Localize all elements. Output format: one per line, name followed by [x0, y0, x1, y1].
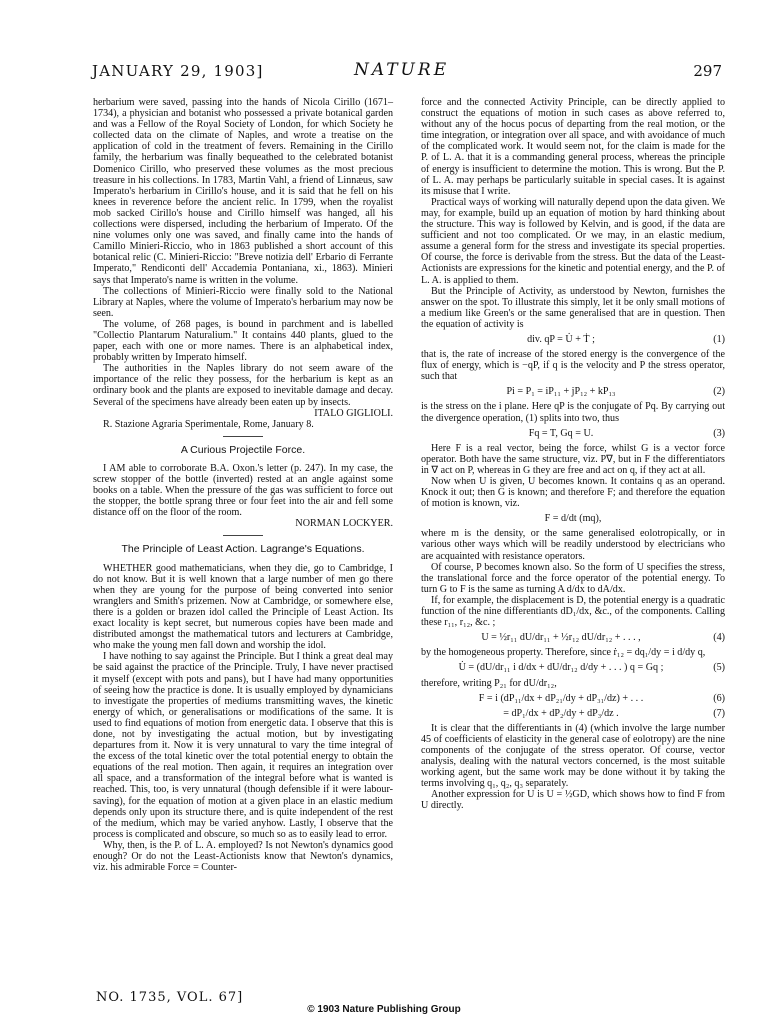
divider [223, 436, 263, 437]
paragraph: The volume, of 268 pages, is bound in parchment and is labelled "Collectio Plantarum Naturalium." It contains 440 plants, glued to the paper, each with one or more names. There is an alphabetical index, probably written by Imperato himself. [93, 318, 393, 364]
paragraph: where m is the density, or the same generalised eolotropically, or in various other ways which will be readily understood by electricians who are acquainted with resistance operators. [421, 528, 725, 562]
paragraph: therefore, writing P₂₁ for dU/dr₁₂, [421, 677, 557, 689]
page-number: 297 [693, 62, 722, 80]
equation-number: (7) [713, 707, 725, 719]
divider [223, 535, 263, 536]
equation-number: (4) [713, 632, 725, 644]
paragraph: The collections of Minieri-Riccio were finally sold to the National Library at Naples, where the volume of Imperato's herbarium may now be seen. [93, 285, 393, 319]
paragraph: Practical ways of working will naturally depend upon the data given. We may, for example, build up an equation of motion by hard thinking about the structure. This way is followed by Kelvin, and is good, if the data are sufficient and not too complicated. Or we may, in an elastic medium, assume a general form for the stress and investigate its special properties. Of course, the force is derivable from the stress. But the data of the Least-Actionists are expressions for the kinetic and potential energy, and the P. of L. A. is applied to them. [421, 196, 725, 286]
author-signature: ITALO GIGLIOLI. [314, 407, 393, 419]
equation-number: (6) [713, 692, 725, 704]
paragraph: force and the connected Activity Principle, can be directly applied to construct the equations of motion in such cases as above referred to, without any of the hocus pocus of departing from the real motion, or the time integration, or integration over all space, and with avoidance of much of the complicated work. It would seem not, for the claim is made for the P. of L. A. that it is a commanding general process, whereas the principle of energy is insufficient to determine the motion. This is wrong. But the P. of L. A. may perhaps be particularly suitable in special cases. It is against its misuse that I write. [421, 97, 725, 197]
section-heading: A Curious Projectile Force. [180, 443, 306, 456]
equation-number: (1) [713, 333, 725, 345]
paragraph: Of course, P becomes known also. So the form of U specifies the stress, the translational force and the force operator of the potential energy. To turn G to F is the same as turning A d/dx to dA/dx. [421, 561, 725, 595]
paragraph: I AM able to corroborate B.A. Oxon.'s letter (p. 247). In my case, the screw stopper of the bottle (inverted) rested at an angle against some books on a table. When the pressure of the gas was sufficient to force out the stopper, the bottle sprang three or four feet into the air and fell some distance off on the floor of the room. [93, 462, 393, 519]
equation [421, 386, 725, 397]
equation-number: (5) [713, 662, 725, 674]
paragraph: is the stress on the i plane. Here qP is the conjugate of Pq. By carrying out the divergence operation, (1) splits into two, thus [421, 401, 725, 424]
copyright-notice: © 1903 Nature Publishing Group [307, 1004, 461, 1015]
equation-body: U̇ = (dU/dr₁₁ i d/dx + dU/dr₁₂ d/dy + . . . ) q = Gq ; [458, 662, 664, 674]
equation-body: F = d/dt (mq), [544, 513, 602, 525]
paragraph: by the homogeneous property. Therefore, since ṙ₁₂ = dq₁/dy = i d/dy q, [421, 647, 706, 659]
paragraph: that is, the rate of increase of the stored energy is the convergence of the flux of energy, which is −qP, if q is the velocity and P the stress operator, such that [421, 349, 725, 383]
equation [421, 693, 725, 704]
paragraph: herbarium were saved, passing into the hands of Nicola Cirillo (1671–1734), a physician and botanist who possessed a private botanical garden and was a Fellow of the Royal Society of London, for which Society he collected data on the climate of Naples, and wrote a treatise on the application of cold in the treatment of fevers. Remaining in the Cirillo family, the herbarium was finally bequeathed to the celebrated botanist Domenico Cirillo, who preserved these volumes as the most precious treasure in his collections. In 1783, Martin Vahl, a friend of Linnæus, saw Imperato's herbarium in Cirillo's house, and it is said that he fell on his knees in reverence before the ancient relic. In 1799, when the royalist mob sacked Cirillo's house and Cirillo himself was hanged, all his collections were dispersed, including the herbarium of Imperato. Of the nine volumes only one was saved, and finally came into the hands of Camillo Minieri-Riccio, who in 1863 published a short account of this botanical relic (C. Minieri-Riccio: "Breve notizia dell' Erbario di Ferrante Imperato," Rendiconti dell' Accademia Pontaniana, xi., 1863). Minieri says that Imperato's name is written in the volume. [93, 97, 393, 286]
equation-number: (2) [713, 386, 725, 398]
equation-body: Fq = T, Gq = U. [528, 427, 594, 439]
equation [421, 513, 725, 524]
equation-body: Pi = P₁ = iP₁₁ + jP₁₂ + kP₁₃ [506, 386, 616, 398]
equation [421, 662, 725, 673]
equation-body: div. qP = U̇ + Ṫ ; [527, 333, 595, 345]
paragraph: But the Principle of Activity, as understood by Newton, furnishes the answer on the spot. To illustrate this simply, let it be only small motions of a medium like Green's or the same generalised that are in question. Then the equation of activity is [421, 285, 725, 330]
header-date: JANUARY 29, 1903] [92, 62, 264, 80]
paragraph: The authorities in the Naples library do not seem aware of the importance of the relic they possess, for the herbarium is kept as an ordinary book and the plants are exposed to inevitable damage and decay. Several of the specimens have already been eaten up by insects. [93, 363, 393, 408]
paragraph: Why, then, is the P. of L. A. employed? Is not Newton's dynamics good enough? Or do not the Least-Actionists know that Newton's dynamics, viz. his admirable Force = Counter- [93, 839, 393, 874]
paragraph: If, for example, the displacement is D, the potential energy is a quadratic function of the nine differentiants dD₁/dx, &c., of the components. Calling these r₁₁, r₁₂, &c. ; [421, 594, 725, 629]
equation-number: (3) [713, 427, 725, 439]
equation [421, 708, 725, 719]
equation-body: U = ½r₁₁ dU/dr₁₁ + ½r₁₂ dU/dr₁₂ + . . . , [481, 632, 641, 644]
equation-body: F = i (dP₁₁/dx + dP₂₁/dy + dP₃₁/dz) + . . . [478, 692, 644, 704]
equation-body: = dP₁/dx + dP₂/dy + dP₃/dz . [503, 707, 619, 719]
journal-title: NATURE [354, 60, 450, 80]
issue-volume-footer: NO. 1735, VOL. 67] [96, 990, 244, 1005]
paragraph: Another expression for U is U = ½GD, which shows how to find F from U directly. [421, 789, 725, 812]
paragraph: Here F is a real vector, being the force, whilst G is a vector force operator. Both have the same structure, viz. P∇, but in F the differentiators in ∇ act on P, whereas in G they are free and act on q, if they act at all. [421, 442, 725, 476]
equation [421, 428, 725, 439]
equation [421, 334, 725, 345]
paragraph: It is clear that the differentiants in (4) (which involve the large number 45 of coefficients of elasticity in the general case of eolotropy) are the nine components of the conjugate of the stress operator. Of course, vector analysis, dealing with the natural vectors concerned, is the most suitable working agent, but the same work may be done without it by taking the terms involving q₁, q₂, q₃ separately. [421, 722, 725, 790]
paragraph: I have nothing to say against the Principle. But I think a great deal may be said against the practice of the Principle. Truly, I have never practised it myself (except with pots and pans), but I have had many opportunities of seeing how the practice is done. It is usually employed by dynamicians to investigate the properties of mediums transmitting waves, the kinetic energy of which, or generalisations or modifications of the same. It is used to find equations of motion from energetic data. I observe that this is done, not by investigating the actual motion, but by investigating departures from it. Now it is very unnatural to vary the time integral of the excess of the total kinetic over the total potential energy to obtain the equations of the real motion. Then again, it requires an integration over all space, and a transformation of the integral before what is wanted is reached. This, too, is very unnatural (though defensible if it were labour-saving), for the equation of motion at a given place in an elastic medium depends only upon its structure there, and is quite independent of the rest of the medium, which may be varied anyhow. Lastly, I observe that the process is complicated and obscure, so much so as to easily lead to error. [93, 651, 393, 840]
author-signature: NORMAN LOCKYER. [295, 518, 393, 530]
left-column [93, 97, 393, 873]
equation [421, 632, 725, 643]
page-header [92, 62, 728, 84]
author-location: R. Stazione Agraria Sperimentale, Rome, January 8. [103, 418, 314, 430]
paragraph: Now when U is given, U becomes known. It contains q as an operand. Knock it out; then G is known; and therefore F; and therefore the equation of motion is known, viz. [421, 476, 725, 510]
section-heading: The Principle of Least Action. Lagrange's Equations. [121, 543, 365, 556]
right-column [421, 97, 725, 812]
paragraph: WHETHER good mathematicians, when they die, go to Cambridge, I do not know. But it is well known that a large number of men go there when they are young for the purpose of being converted into senior wranglers and Smith's prizemen. Now at Cambridge, or somewhere else, there is a golden or brazen idol called the Principle of Least Action. Its exact locality is kept secret, but numerous copies have been made and distributed amongst the mathematical tutors and lecturers at Cambridge, who make the young men fall down and worship the idol. [93, 562, 393, 652]
